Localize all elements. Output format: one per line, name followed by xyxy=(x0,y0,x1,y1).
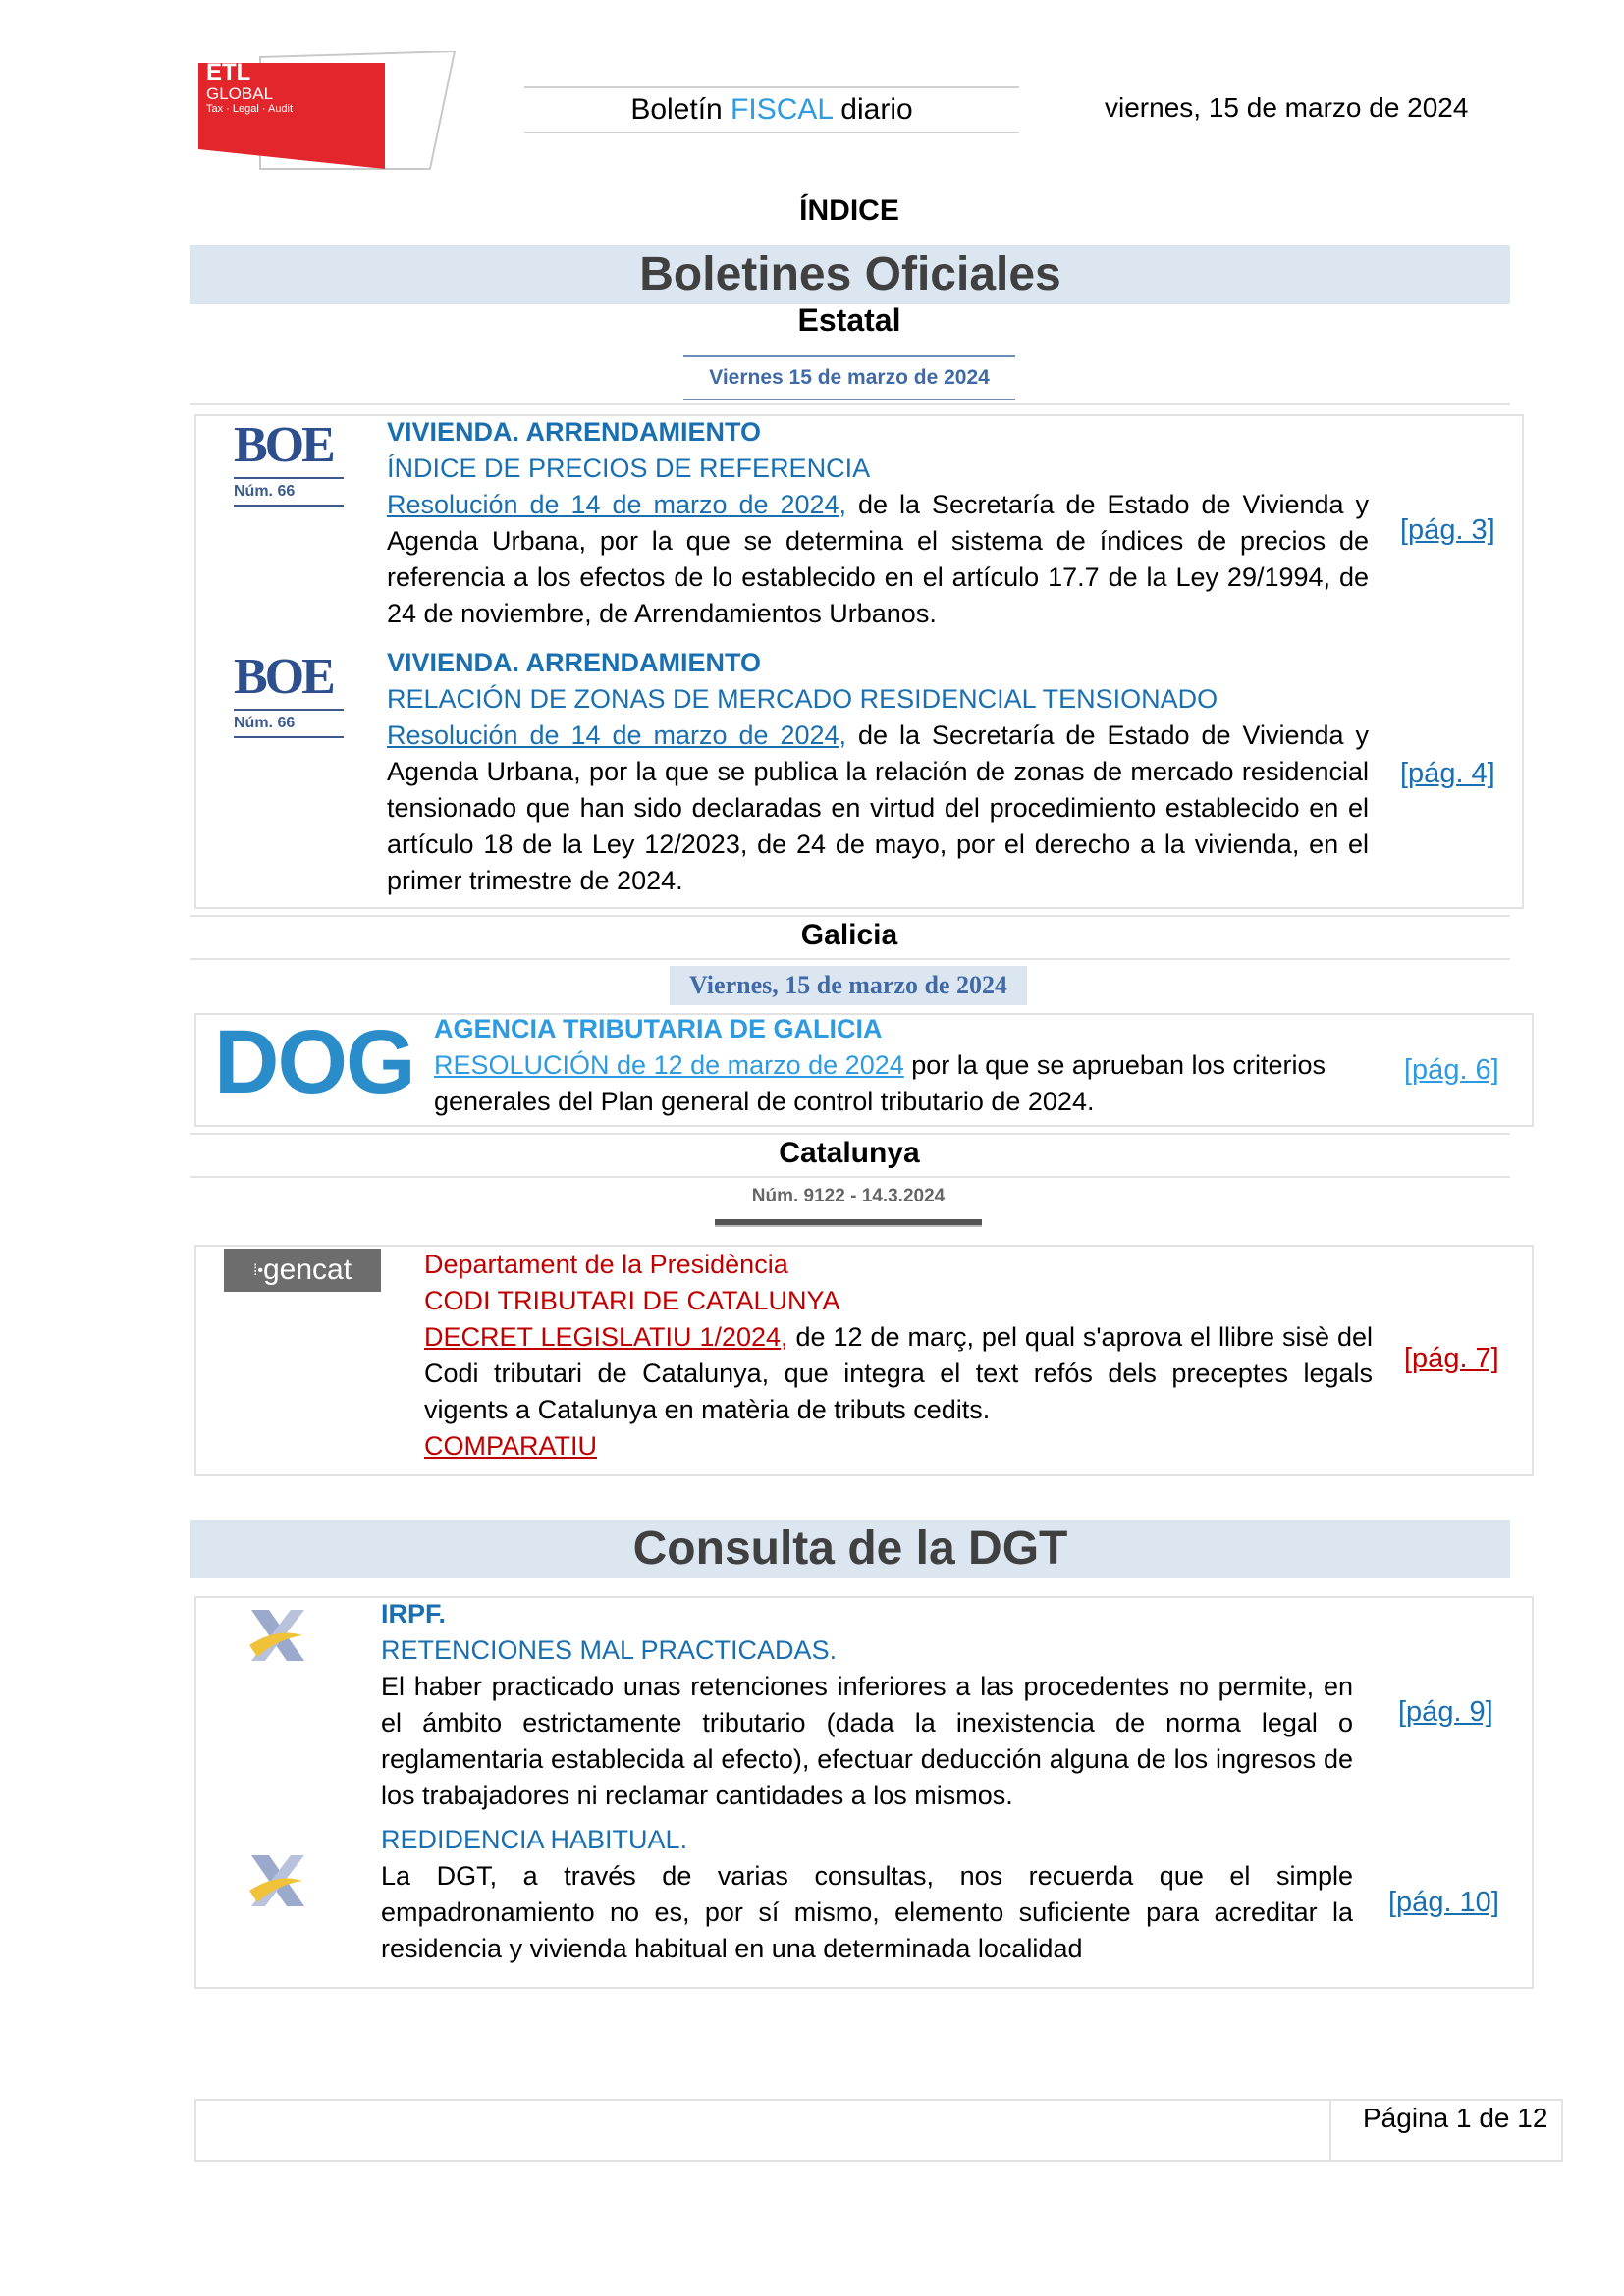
page-ref-10[interactable]: [pág. 10] xyxy=(1388,1887,1499,1918)
estatal-date-text: Viernes 15 de marzo de 2024 xyxy=(709,366,990,389)
section-dgt-band xyxy=(190,1520,1510,1578)
title-prefix: Boletín xyxy=(630,93,731,126)
header-date: viernes, 15 de marzo de 2024 xyxy=(1105,92,1469,123)
entry-body xyxy=(387,718,1369,899)
catalunya-entry xyxy=(424,1247,1373,1465)
boe-logo-text: BOE xyxy=(234,649,333,705)
aeat-logo-icon xyxy=(244,1851,312,1910)
dog-logo: DOG xyxy=(214,1012,414,1112)
comparatiu-link[interactable]: COMPARATIU xyxy=(424,1431,598,1461)
aeat-logo-icon xyxy=(244,1606,312,1665)
estatal-divider xyxy=(190,403,1510,405)
galicia-entry xyxy=(434,1011,1357,1120)
entry-heading: VIVIENDA. ARRENDAMIENTO xyxy=(387,648,762,677)
entry-text: por la que se aprueban los criterios generales del Plan general de control tributario de 2024. xyxy=(434,1050,1326,1116)
estatal-entry-1 xyxy=(387,414,1369,632)
entry-heading: VIVIENDA. ARRENDAMIENTO xyxy=(387,417,762,447)
newsletter-title xyxy=(524,86,1019,133)
dgt-entry-1 xyxy=(381,1596,1353,1814)
index-title: ÍNDICE xyxy=(799,194,899,227)
etl-global-logo xyxy=(196,51,461,174)
catalunya-divider xyxy=(190,1176,1510,1178)
estatal-entry-2 xyxy=(387,645,1369,899)
catalunya-title: Catalunya xyxy=(779,1137,920,1169)
page-ref-9[interactable]: [pág. 9] xyxy=(1398,1696,1493,1728)
entry-text: de la Secretaría de Estado de Vivienda y Agenda Urbana, por la que se determina el sistema de índices de precios de referencia a los efectos de lo establecido en el artículo 17.7 de la Ley 29/1994, de 24 de noviembre, de Arrendamientos Urbanos. xyxy=(387,490,1369,628)
entry-text: La DGT, a través de varias consultas, nos recuerda que el simple empadronamiento no es, por sí mismo, elemento suficiente para acreditar la residencia y vivienda habitual en una determinada localidad xyxy=(381,1861,1353,1963)
entry-subheading: REDIDENCIA HABITUAL. xyxy=(381,1825,688,1854)
entry-heading: IRPF. xyxy=(381,1599,447,1629)
catalunya-date-badge xyxy=(715,1186,982,1227)
resolution-link[interactable]: RESOLUCIÓN de 12 de marzo de 2024 xyxy=(434,1050,904,1080)
estatal-date-badge xyxy=(683,355,1015,400)
logo-global-text: GLOBAL xyxy=(206,84,274,103)
catalunya-badge-rule xyxy=(715,1219,982,1227)
galicia-bottom-divider xyxy=(190,1133,1510,1135)
title-fiscal: FISCAL xyxy=(731,93,833,126)
gencat-logo-text: gencat xyxy=(262,1254,352,1286)
page-ref-7[interactable]: [pág. 7] xyxy=(1404,1343,1499,1374)
estatal-bottom-divider xyxy=(190,915,1510,917)
boe-number: Núm. 66 xyxy=(234,477,344,507)
catalunya-date-text: Núm. 9122 - 14.3.2024 xyxy=(751,1186,946,1206)
boe-logo-2 xyxy=(234,649,344,738)
boe-number: Núm. 66 xyxy=(234,709,344,738)
entry-heading: Departament de la Presidència xyxy=(424,1250,788,1279)
footer-box xyxy=(194,2099,1563,2162)
title-suffix: diario xyxy=(832,93,913,126)
gencat-logo xyxy=(224,1249,381,1292)
resolution-link[interactable]: Resolución de 14 de marzo de 2024, xyxy=(387,490,847,519)
entry-subheading: ÍNDICE DE PRECIOS DE REFERENCIA xyxy=(387,454,871,483)
footer-page-number: Página 1 de 12 xyxy=(1363,2103,1548,2133)
resolution-link[interactable]: Resolución de 14 de marzo de 2024, xyxy=(387,721,847,750)
section-boletines-title: Boletines Oficiales xyxy=(639,248,1061,300)
boe-logo-1 xyxy=(234,417,344,507)
entry-heading: AGENCIA TRIBUTARIA DE GALICIA xyxy=(434,1014,883,1043)
page-ref-6[interactable]: [pág. 6] xyxy=(1404,1054,1499,1086)
entry-subheading: CODI TRIBUTARI DE CATALUNYA xyxy=(424,1286,840,1315)
entry-subheading: RETENCIONES MAL PRACTICADAS. xyxy=(381,1635,838,1665)
entry-body xyxy=(424,1319,1373,1428)
logo-etl-text: ETL xyxy=(206,59,251,85)
entry-subheading: RELACIÓN DE ZONAS DE MERCADO RESIDENCIAL TENSIONADO xyxy=(387,684,1218,714)
galicia-date-badge xyxy=(670,966,1027,1005)
decret-link[interactable]: DECRET LEGISLATIU 1/2024, xyxy=(424,1322,788,1352)
logo-tagline-text: Tax · Legal · Audit xyxy=(206,103,294,115)
estatal-title: Estatal xyxy=(797,302,901,338)
section-dgt-title: Consulta de la DGT xyxy=(632,1522,1068,1575)
entry-text: de la Secretaría de Estado de Vivienda y Agenda Urbana, por la que se publica la relación de zonas de mercado residencial tensionado que han sido declaradas en virtud del procedimiento establecido en el artículo 18 de la Ley 12/2023, de 24 de mayo, por el derecho a la vivienda, en el primer trimestre de 2024. xyxy=(387,721,1369,895)
galicia-date-text: Viernes, 15 de marzo de 2024 xyxy=(689,971,1007,999)
section-boletines-band xyxy=(190,245,1510,304)
entry-body xyxy=(434,1047,1357,1120)
footer-divider xyxy=(1329,2099,1331,2162)
entry-body xyxy=(387,487,1369,632)
gencat-dots-icon: ⁞• xyxy=(252,1262,263,1280)
dgt-entry-2 xyxy=(381,1822,1353,1967)
page-ref-4[interactable]: [pág. 4] xyxy=(1400,758,1495,789)
galicia-title: Galicia xyxy=(800,919,898,951)
galicia-divider xyxy=(190,958,1510,960)
boe-logo-text: BOE xyxy=(234,417,333,473)
entry-text: El haber practicado unas retenciones inferiores a las procedentes no permite, en el ámbito estrictamente tributario (dada la inexistencia de norma legal o reglamentaria establecida al efecto), efectuar deducción alguna de los ingresos de los trabajadores ni reclamar cantidades a los mismos. xyxy=(381,1672,1353,1810)
page-ref-3[interactable]: [pág. 3] xyxy=(1400,514,1495,546)
entry-text: de 12 de març, pel qual s'aprova el llibre sisè del Codi tributari de Catalunya, que integra el text refós dels preceptes legals vigents a Catalunya en matèria de tributs cedits. xyxy=(424,1322,1374,1424)
